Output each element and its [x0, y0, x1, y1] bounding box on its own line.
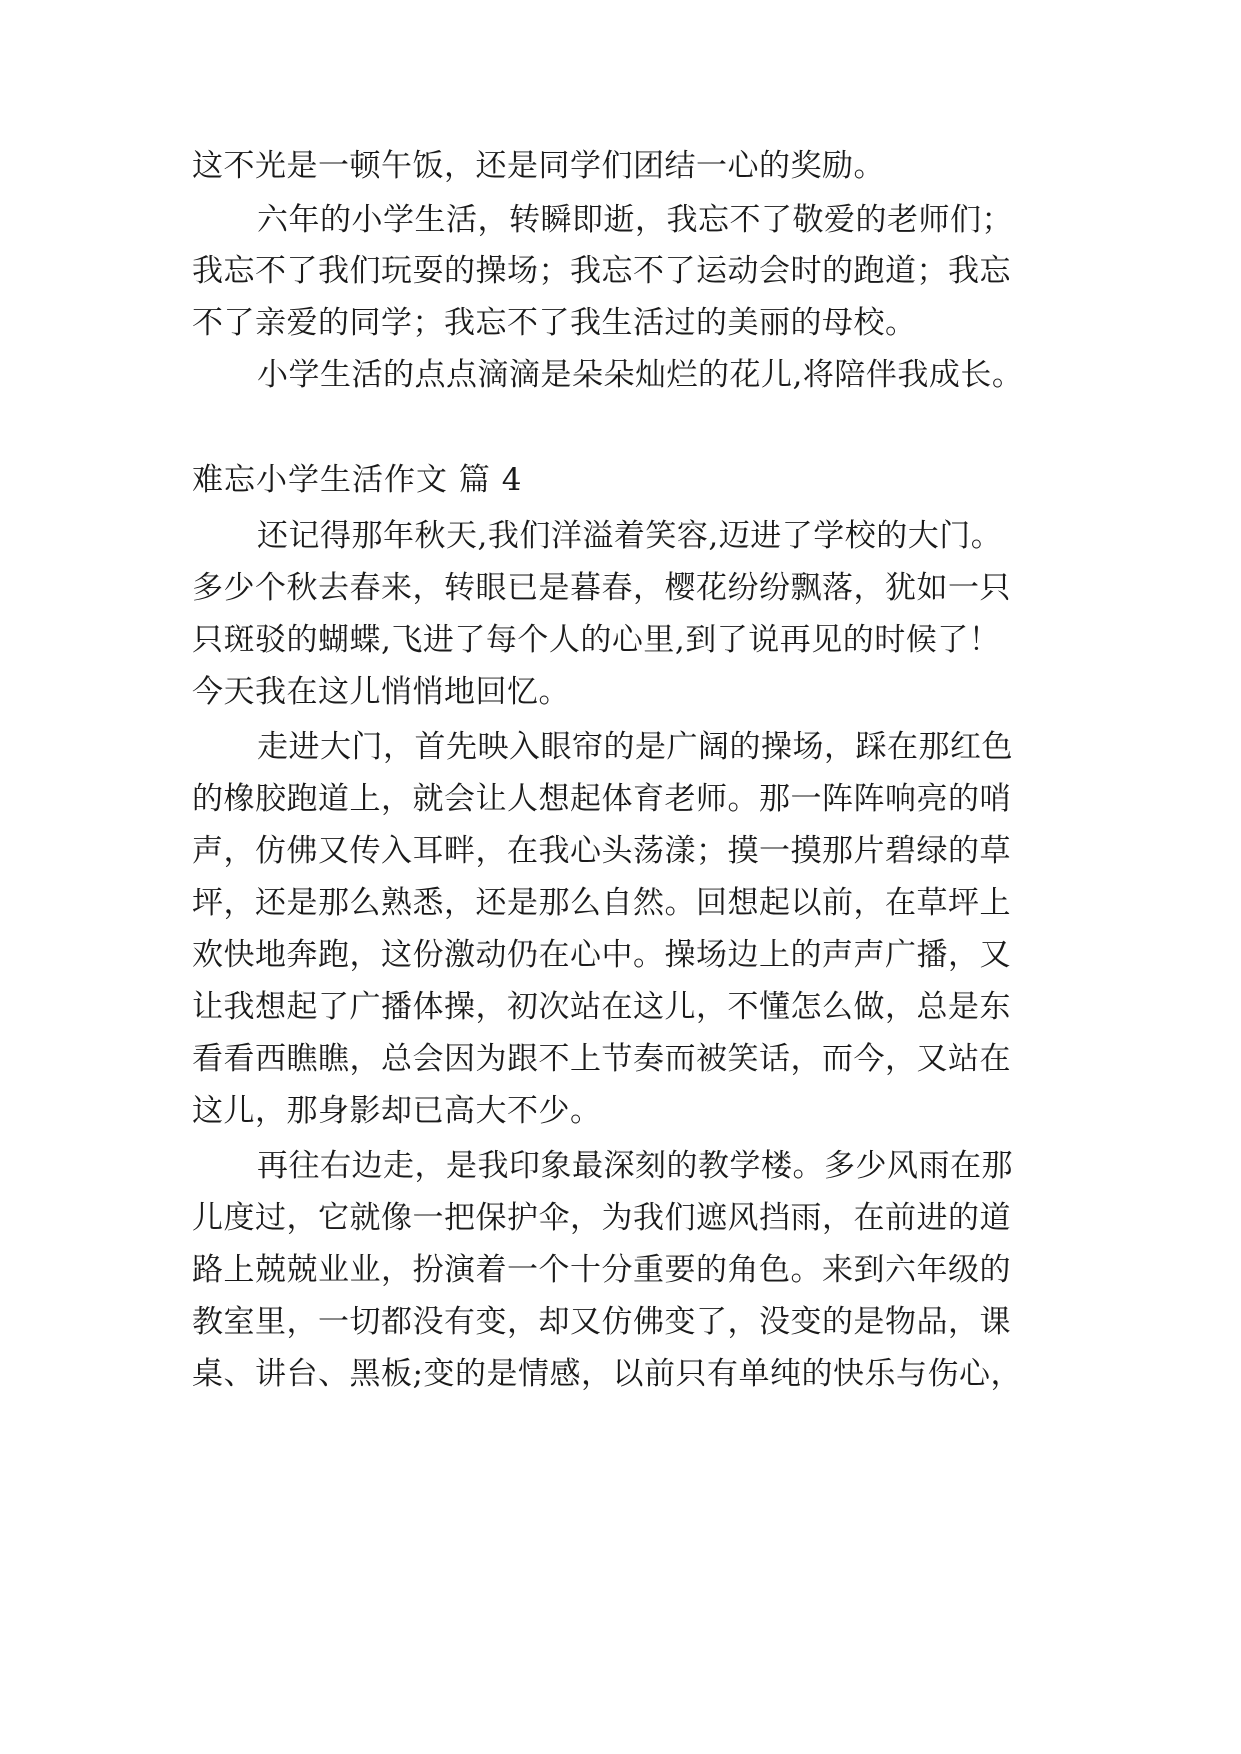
paragraph-start-line: 走进大门，首先映入眼帘的是广阔的操场，踩在那红色 — [257, 729, 1013, 765]
text-line: 这儿，那身影却已高大不少。 — [192, 1093, 602, 1129]
text-line: 路上兢兢业业，扮演着一个十分重要的角色。来到六年级的 — [192, 1252, 1011, 1288]
text-line: 欢快地奔跑，这份激动仍在心中。操场边上的声声广播，又 — [192, 937, 1011, 973]
text-line: 教室里，一切都没有变，却又仿佛变了，没变的是物品，课 — [192, 1304, 1011, 1340]
text-line: 让我想起了广播体操，初次站在这儿，不懂怎么做，总是东 — [192, 989, 1011, 1025]
paragraph-start-line: 小学生活的点点滴滴是朵朵灿烂的花儿,将陪伴我成长。 — [257, 357, 1024, 393]
text-line: 只斑驳的蝴蝶,飞进了每个人的心里,到了说再见的时候了！ — [192, 622, 1001, 658]
text-line: 多少个秋去春来，转眼已是暮春，樱花纷纷飘落，犹如一只 — [192, 570, 1011, 606]
section-title: 难忘小学生活作文 篇 4 — [192, 462, 523, 498]
text-line: 儿度过，它就像一把保护伞，为我们遮风挡雨，在前进的道 — [192, 1200, 1011, 1236]
text-line: 看看西瞧瞧，总会因为跟不上节奏而被笑话，而今，又站在 — [192, 1041, 1011, 1077]
text-line: 桌、讲台、黑板;变的是情感，以前只有单纯的快乐与伤心， — [192, 1356, 1022, 1392]
paragraph-start-line: 再往右边走，是我印象最深刻的教学楼。多少风雨在那 — [257, 1148, 1013, 1184]
text-line: 坪，还是那么熟悉，还是那么自然。回想起以前，在草坪上 — [192, 885, 1011, 921]
text-line: 不了亲爱的同学；我忘不了我生活过的美丽的母校。 — [192, 305, 917, 341]
text-line: 的橡胶跑道上，就会让人想起体育老师。那一阵阵响亮的哨 — [192, 781, 1011, 817]
text-line: 这不光是一顿午饭，还是同学们团结一心的奖励。 — [192, 148, 885, 184]
paragraph-start-line: 还记得那年秋天,我们洋溢着笑容,迈进了学校的大门。 — [257, 518, 1003, 554]
text-line: 我忘不了我们玩耍的操场；我忘不了运动会时的跑道；我忘 — [192, 253, 1011, 289]
text-line: 今天我在这儿悄悄地回忆。 — [192, 674, 570, 710]
text-line: 声，仿佛又传入耳畔，在我心头荡漾；摸一摸那片碧绿的草 — [192, 833, 1011, 869]
paragraph-start-line: 六年的小学生活，转瞬即逝，我忘不了敬爱的老师们； — [257, 202, 1013, 238]
